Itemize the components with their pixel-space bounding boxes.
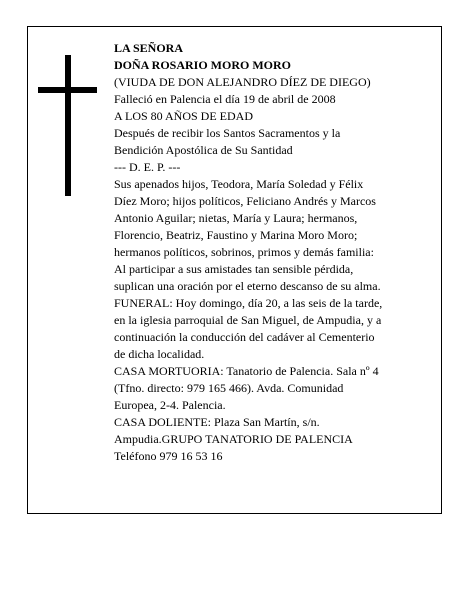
family-line-2: Díez Moro; hijos políticos, Feliciano Andrés y Marcos: [114, 194, 376, 208]
age-line: A LOS 80 AÑOS DE EDAD: [114, 109, 254, 123]
phone-line: Teléfono 979 16 53 16: [114, 449, 223, 463]
funeral-line-1: FUNERAL: Hoy domingo, día 20, a las seis de la tarde,: [114, 296, 383, 310]
sacraments-line-2: Bendición Apostólica de Su Santidad: [114, 143, 293, 157]
mortuary-line-1: CASA MORTUORIA: Tanatorio de Palencia. Sala nº 4: [114, 364, 379, 378]
obituary-text: [114, 40, 440, 465]
mortuary-line-3: Europea, 2-4. Palencia.: [114, 398, 226, 412]
home-line-1: CASA DOLIENTE: Plaza San Martín, s/n.: [114, 415, 320, 429]
sacraments-line-1: Después de recibir los Santos Sacramentos y la: [114, 126, 341, 140]
deceased-name: DOÑA ROSARIO MORO MORO: [114, 58, 291, 72]
cross-vertical-bar: [65, 55, 71, 196]
request-line-1: Al participar a sus amistades tan sensible pérdida,: [114, 262, 354, 276]
funeral-line-2: en la iglesia parroquial de San Miguel, de Ampudia, y a: [114, 313, 382, 327]
cross-icon: [38, 55, 97, 196]
request-line-2: suplican una oración por el eterno descanso de su alma.: [114, 279, 381, 293]
family-line-3: Antonio Aguilar; nietas, María y Laura; hermanos,: [114, 211, 358, 225]
mortuary-line-2: (Tfno. directo: 979 165 466). Avda. Comunidad: [114, 381, 344, 395]
funeral-line-4: de dicha localidad.: [114, 347, 205, 361]
funeral-line-3: continuación la conducción del cadáver al Cementerio: [114, 330, 375, 344]
death-date-line: Falleció en Palencia el día 19 de abril de 2008: [114, 92, 336, 106]
dep-line: --- D. E. P. ---: [114, 160, 181, 174]
widow-of-line: (VIUDA DE DON ALEJANDRO DÍEZ DE DIEGO): [114, 75, 371, 89]
cross-horizontal-bar: [38, 87, 97, 93]
notice-honorific: LA SEÑORA: [114, 41, 184, 55]
family-line-5: hermanos políticos, sobrinos, primos y demás familia:: [114, 245, 374, 259]
family-line-1: Sus apenados hijos, Teodora, María Soledad y Félix: [114, 177, 364, 191]
home-line-2: Ampudia.GRUPO TANATORIO DE PALENCIA: [114, 432, 353, 446]
family-line-4: Florencio, Beatriz, Faustino y Marina Moro Moro;: [114, 228, 358, 242]
